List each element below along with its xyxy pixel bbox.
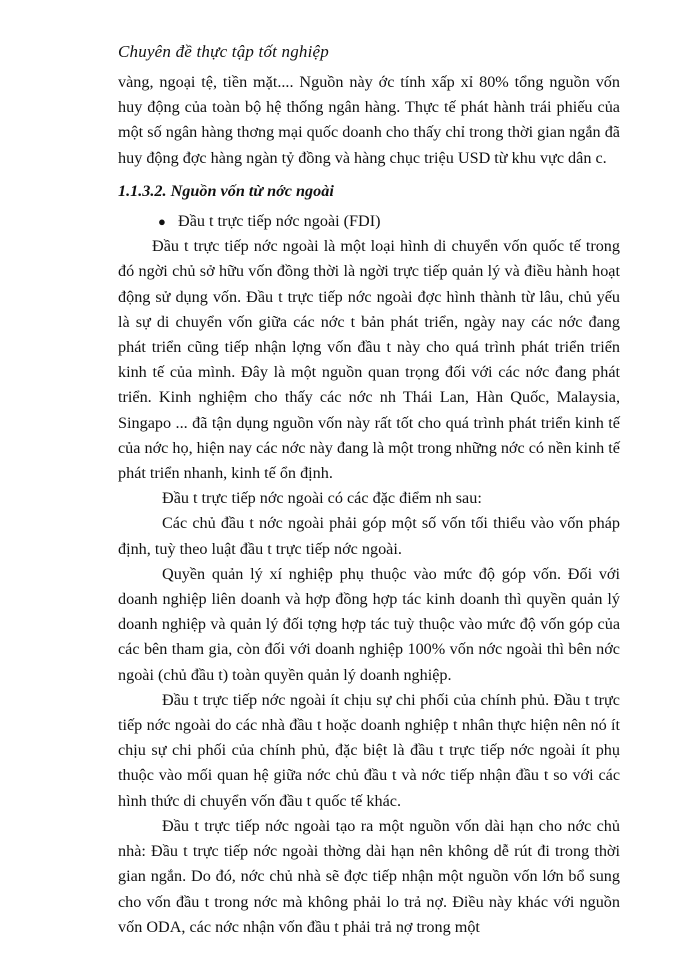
paragraph-fdi-definition: Đầu t trực tiếp nớc ngoài là một loại hình di chuyển vốn quốc tế trong đó ngời chủ sở hữu vốn đồng thời là ngời trực tiếp quản lý và điều hành hoạt động sử dụng vốn. Đầu t trực tiếp nớc ngoài đợc hình thành từ lâu, chủ yếu là sự di chuyển vốn giữa các nớc t bản phát triển, ngày nay các nớc đang phát triển cũng tiếp nhận lợng vốn đầu t này cho quá trình phát triển triển kinh tế của mình. Đây là một nguồn quan trọng đối với các nớc đang phát triển. Kinh nghiệm cho thấy các nớc nh Thái Lan, Hàn Quốc, Malaysia, Singapo ... đã tận dụng nguồn vốn này rất tốt cho quá trình phát triển kinh tế của nớc họ, hiện nay các nớc này đang là một trong những nớc có nền kinh tế phát triển nhanh, kinh tế ổn định. xyxy=(118,237,620,483)
paragraph-fdi-features-intro: Đầu t trực tiếp nớc ngoài có các đặc điểm nh sau: xyxy=(162,489,482,508)
paragraph-funds-continued: vàng, ngoại tệ, tiền mặt.... Nguồn này ớc tính xấp xỉ 80% tổng nguồn vốn huy động của toàn bộ hệ thống ngân hàng. Thực tế phát hành trái phiếu của một số ngân hàng thơng mại quốc doanh cho thấy chỉ trong thời gian ngắn đã huy động đợc hàng ngàn tỷ đồng và hàng chục triệu USD từ khu vực dân c. xyxy=(118,73,620,167)
document-body xyxy=(118,70,620,940)
paragraph-government-influence: Đầu t trực tiếp nớc ngoài ít chịu sự chi phối của chính phủ. Đầu t trực tiếp nớc ngoài do các nhà đầu t hoặc doanh nghiệp t nhân thực hiện nên nó ít chịu sự chi phối của chính phủ, đặc biệt là đầu t trực tiếp nớc ngoài ít phụ thuộc vào mối quan hệ giữa nớc chủ đầu t và nớc tiếp nhận đầu t so với các hình thức di chuyển vốn đầu t quốc tế khác. xyxy=(118,690,620,810)
bullet-item-fdi xyxy=(118,209,620,234)
bullet-icon: ● xyxy=(158,214,166,230)
page-header: Chuyên đề thực tập tốt nghiệp xyxy=(118,42,330,61)
paragraph-long-term-capital: Đầu t trực tiếp nớc ngoài tạo ra một nguồn vốn dài hạn cho nớc chủ nhà: Đầu t trực tiếp nớc ngoài thờng dài hạn nên không dễ rút đi trong thời gian ngắn. Do đó, nớc chủ nhà sẽ đợc tiếp nhận một nguồn vốn lớn bổ sung cho vốn đầu t trong nớc mà không phải lo trả nợ. Điều này khác với nguồn vốn ODA, các nớc nhận vốn đầu t phải trả nợ trong một xyxy=(118,816,620,936)
paragraph-minimum-capital: Các chủ đầu t nớc ngoài phải góp một số vốn tối thiểu vào vốn pháp định, tuỳ theo luật đầu t trực tiếp nớc ngoài. xyxy=(118,514,620,558)
section-heading: 1.1.3.2. Nguồn vốn từ nớc ngoài xyxy=(118,181,334,200)
bullet-label: Đầu t trực tiếp nớc ngoài (FDI) xyxy=(178,212,381,231)
paragraph-management-rights: Quyền quản lý xí nghiệp phụ thuộc vào mức độ góp vốn. Đối với doanh nghiệp liên doanh và hợp đồng hợp tác kinh doanh thì quyền quản lý doanh nghiệp và quản lý đối tợng hợp tác tuỳ thuộc vào mức độ vốn góp của các bên tham gia, còn đối với doanh nghiệp 100% vốn nớc ngoài thì bên nớc ngoài (chủ đầu t) toàn quyền quản lý doanh nghiệp. xyxy=(118,564,620,684)
